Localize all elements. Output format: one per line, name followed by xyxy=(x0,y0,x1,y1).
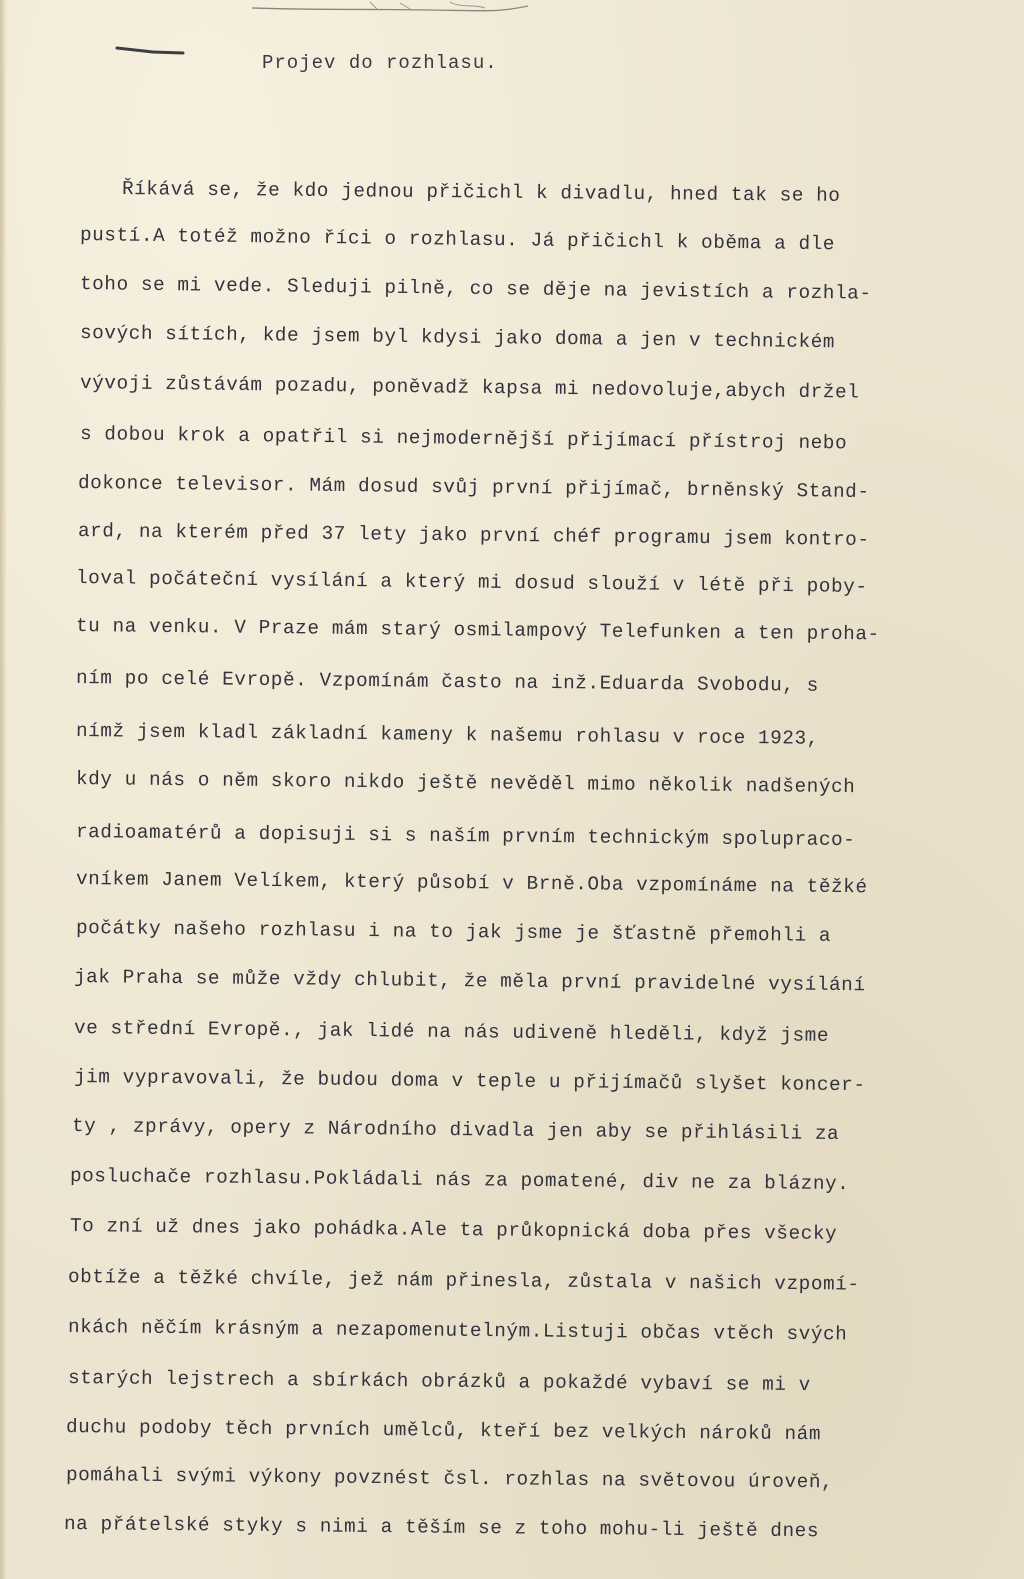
text-line-19: jim vypravovali, že budou doma v teple u přijímačů slyšet koncer- xyxy=(73,1066,866,1097)
text-line-16: počátky našeho rozhlasu i na to jak jsme je šťastně přemohli a xyxy=(75,917,832,947)
top-pencil-scribble xyxy=(250,0,530,18)
text-line-8: ard, na kterém před 37 lety jako první chéf programu jsem kontro- xyxy=(77,520,870,551)
text-line-3: toho se mi vede. Sleduji pilně, co se děje na jevistích a rozhla- xyxy=(79,273,872,305)
margin-pencil-mark xyxy=(115,44,185,58)
text-line-11: ním po celé Evropě. Vzpomínám často na inž.Eduarda Svobodu, s xyxy=(75,667,819,697)
text-line-7: dokonce televisor. Mám dosud svůj první přijímač, brněnský Stand- xyxy=(77,472,870,503)
text-line-28: na přátelské styky s nimi a těším se z toho mohu-li ještě dnes xyxy=(63,1513,820,1543)
text-line-23: obtíže a těžké chvíle, jež nám přinesla, zůstala v našich vzpomí- xyxy=(67,1266,860,1296)
text-line-9: loval počáteční vysílání a který mi dosud slouží v létě při poby- xyxy=(75,567,868,598)
text-line-17: jak Praha se může vždy chlubit, že měla první pravidelné vysílání xyxy=(73,966,866,997)
text-line-18: ve střední Evropě., jak lidé na nás udiveně hleděli, když jsme xyxy=(73,1017,830,1047)
text-line-20: ty , zprávy, opery z Národního divadla jen aby se přihlásili za xyxy=(71,1115,840,1146)
text-line-1: Říkává se, že kdo jednou přičichl k divadlu, hned tak se ho xyxy=(121,178,841,207)
text-line-14: radioamatérů a dopisuji si s naším prvním technickým spolupraco- xyxy=(75,821,856,852)
text-line-6: s dobou krok a opatřil si nejmodernější přijímací přístroj nebo xyxy=(79,423,848,455)
text-line-26: duchu podoby těch prvních umělců, kteří bez velkých nároků nám xyxy=(65,1416,822,1446)
text-line-2: pustí.A totéž možno říci o rozhlasu. Já přičichl k oběma a dle xyxy=(79,224,836,256)
text-line-5: vývoji zůstávám pozadu, poněvadž kapsa mi nedovoluje,abych držel xyxy=(79,372,860,404)
page-left-edge xyxy=(0,0,7,1579)
text-line-15: vníkem Janem Velíkem, který působí v Brně.Oba vzpomínáme na těžké xyxy=(75,868,868,899)
document-title: Projev do rozhlasu. xyxy=(262,52,498,74)
text-line-4: sových sítích, kde jsem byl kdysi jako doma a jen v technickém xyxy=(79,322,836,354)
text-line-24: nkách něčím krásným a nezapomenutelným.Listuji občas vtěch svých xyxy=(67,1316,848,1346)
text-line-22: To zní už dnes jako pohádka.Ale ta průkopnická doba přes všecky xyxy=(69,1215,838,1246)
text-line-10: tu na venku. V Praze mám starý osmilampový Telefunken a ten proha- xyxy=(75,615,880,646)
text-line-12: nímž jsem kladl základní kameny k našemu rohlasu v roce 1923, xyxy=(75,720,819,750)
text-line-27: pomáhali svými výkony povznést čsl. rozhlas na světovou úroveň, xyxy=(65,1464,834,1494)
text-line-21: posluchače rozhlasu.Pokládali nás za pomatené, div ne za blázny. xyxy=(69,1165,850,1196)
text-line-13: kdy u nás o něm skoro nikdo ještě nevěděl mimo několik nadšených xyxy=(75,768,856,799)
text-line-25: starých lejstrech a sbírkách obrázků a pokaždé vybaví se mi v xyxy=(67,1367,811,1397)
